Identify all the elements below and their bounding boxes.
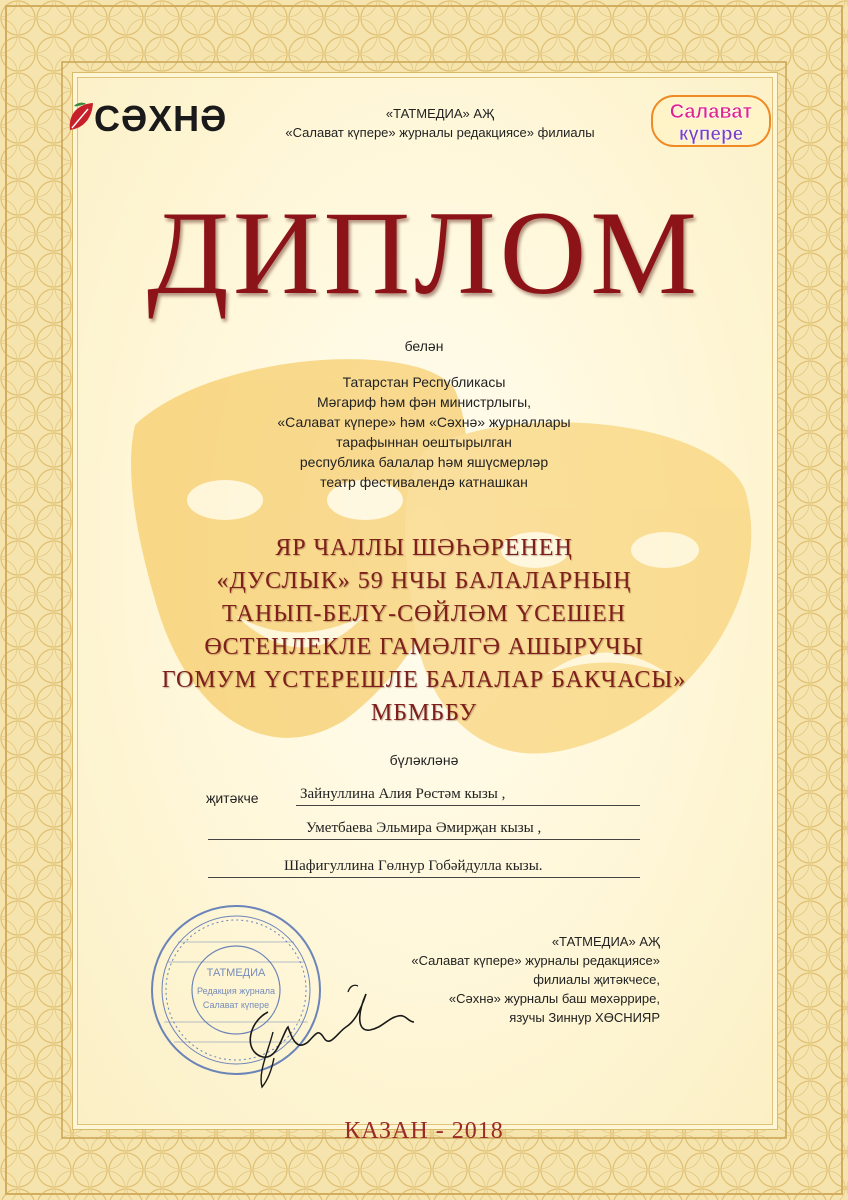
leader-label: җитәкче — [206, 790, 259, 806]
buleklene-text: бүләкләнә — [389, 752, 459, 768]
header-org-line-2: «Салават күпере» журналы редакциясе» филиалы — [285, 125, 595, 140]
signatory-line: «ТАТМЕДИА» АҖ — [551, 934, 660, 949]
header-org-line-1: «ТАТМЕДИА» АҖ — [385, 106, 495, 121]
intro-text — [0, 372, 848, 492]
signatory-line: «Сәхнә» журналы баш мөхәррире, — [448, 991, 660, 1006]
recipient-line: ТАНЫП-БЕЛҮ-СӨЙЛӘМ ҮСЕШЕН — [222, 601, 626, 627]
leader-name: Шафигуллина Гөлнур Гобәйдулла кызы. — [284, 858, 543, 874]
belen-text: белән — [404, 338, 444, 354]
intro-line: Татарстан Республикасы — [342, 374, 506, 390]
intro-line: республика балалар һәм яшүсмерләр — [299, 454, 549, 470]
recipient-line: ЯР ЧАЛЛЫ ШӘҺӘРЕНЕҢ — [275, 535, 573, 561]
signatory-line: язучы Зиннур ХӨСНИЯР — [509, 1010, 660, 1025]
diploma-title: ДИПЛОМ — [147, 186, 701, 319]
sahna-logo-text: СӘХНӘ — [94, 98, 228, 139]
intro-line: «Салават күпере» һәм «Сәхнә» журналлары — [277, 414, 571, 430]
recipient-line: МБМББУ — [370, 700, 478, 726]
leader-underline — [296, 805, 640, 806]
signatory-line: «Салават күпере» журналы редакциясе» — [411, 953, 660, 968]
stamp-text-mid: Редакция журнала — [197, 986, 275, 996]
stamp-text-bottom: Салават күпере — [202, 1000, 270, 1010]
leader-name: Уметбаева Эльмира Әмирҗан кызы , — [306, 820, 542, 836]
leader-name: Зайнуллина Алия Рөстәм кызы , — [300, 786, 506, 802]
salavat-logo-line-2: күпере — [678, 124, 744, 145]
signatory-line: филиалы җитәкчесе, — [533, 972, 660, 987]
signatory-block — [330, 932, 660, 1027]
place-and-year: КАЗАН - 2018 — [344, 1118, 504, 1144]
leader-entry — [208, 856, 640, 878]
recipient-line: ГОМУМ ҮСТЕРЕШЛЕ БАЛАЛАР БАКЧАСЫ» — [161, 667, 687, 693]
stamp-text-top: ТАТМЕДИА — [206, 967, 266, 979]
intro-line: Мәгариф һәм фән министрлыгы, — [316, 394, 532, 410]
intro-line: театр фестивалендә катнашкан — [320, 474, 528, 490]
recipient-line: «ДУСЛЫК» 59 НЧЫ БАЛАЛАРНЫҢ — [216, 568, 632, 594]
leader-entry — [296, 784, 640, 806]
leader-underline — [208, 839, 640, 840]
salavat-logo-line-1: Салават — [669, 101, 753, 123]
red-leaf-icon — [66, 100, 96, 134]
leader-entry — [208, 818, 640, 840]
leader-underline — [208, 877, 640, 878]
intro-line: тарафыннан оештырылган — [336, 434, 512, 450]
recipient-name — [0, 532, 848, 730]
header-organization — [230, 104, 650, 142]
recipient-line: ӨСТЕНЛЕКЛЕ ГАМӘЛГӘ АШЫРУЧЫ — [204, 634, 644, 660]
salavat-kupere-logo — [648, 92, 774, 150]
sahna-logo — [66, 96, 226, 142]
